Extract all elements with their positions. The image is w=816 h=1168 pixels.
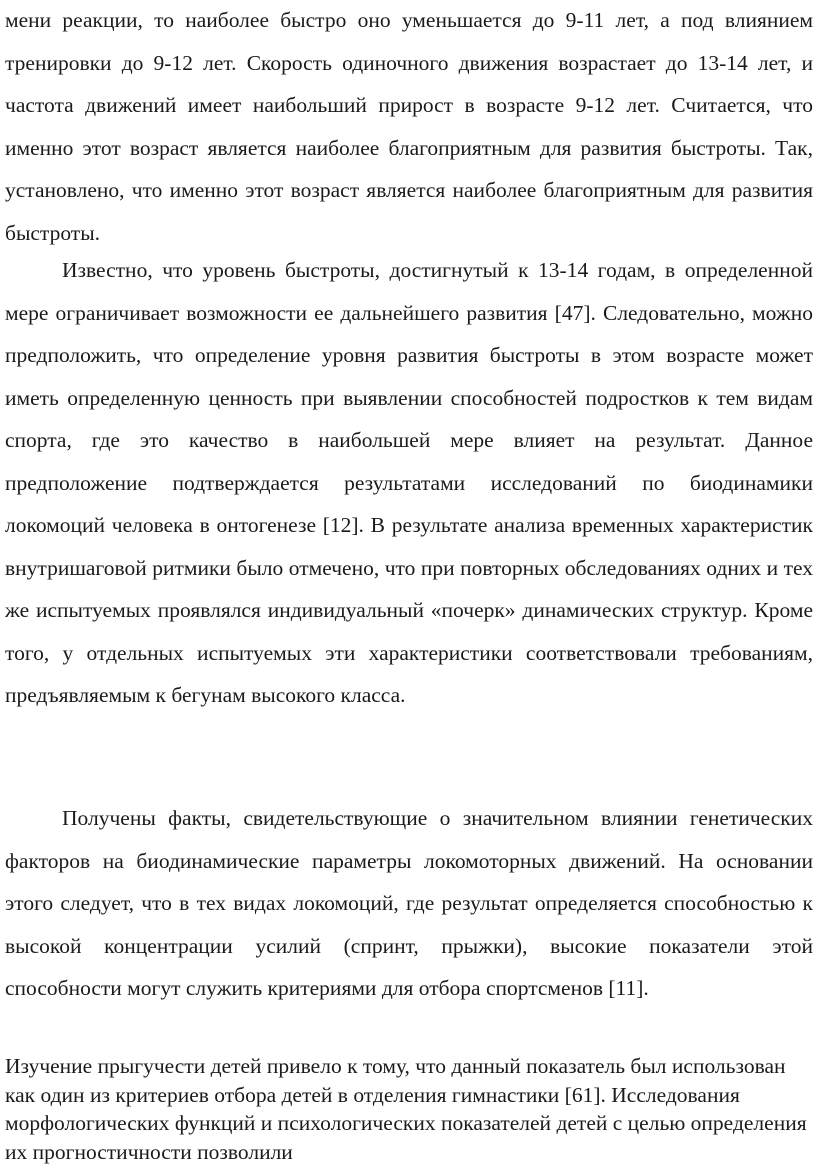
paragraph-continuation: мени реакции, то наиболее быстро оно уменьшается до 9-11 лет, а под влиянием тренировки до 9-12 лет. Скорость одиночного движения возрастает до 13-14 лет, и частота движений имеет наибольший прирост в возрасте 9-12 лет. Считается, что именно этот возраст является наиболее благоприятным для развития быстроты. Так, установлено, что именно этот возраст является наиболее благоприятным для развития быстроты. bbox=[5, 8, 813, 245]
paragraph-genetic-factors: Получены факты, свидетельствующие о значительном влиянии генетических факторов на биодинамические параметры локомоторных движений. На основании этого следует, что в тех видах локомоций, где результат определяется способностью к высокой концентрации усилий (спринт, прыжки), высокие показатели этой способности могут служить критериями для отбора спортсменов [11]. bbox=[5, 806, 813, 1000]
paragraph-speed-level: Известно, что уровень быстроты, достигнутый к 13-14 годам, в определенной мере ограничивает возможности ее дальнейшего развития [47]. Следовательно, можно предположить, что определение уровня развития быстроты в этом возрасте может иметь определенную ценность при выявлении способностей подростков к тем видам спорта, где это качество в наибольшей мере влияет на результат. Данное предположение подтверждается результатами исследований по биодинамики локомоций человека в онтогенезе [12]. В результате анализа временных характеристик внутришаговой ритмики было отмечено, что при повторных обследованиях одних и тех же испытуемых проявлялся индивидуальный «почерк» динамических структур. Кроме того, у отдельных испытуемых эти характеристики соответствовали требованиям, предъявляемым к бегунам высокого класса. bbox=[5, 258, 813, 707]
paragraph-jumping-ability: Изучение прыгучести детей привело к тому, что данный показатель был использован как один из критериев отбора детей в отделения гимнастики [61]. Исследования морфологических функций и психологических показателей детей с целью определения их прогностичности позволили bbox=[5, 1054, 807, 1164]
